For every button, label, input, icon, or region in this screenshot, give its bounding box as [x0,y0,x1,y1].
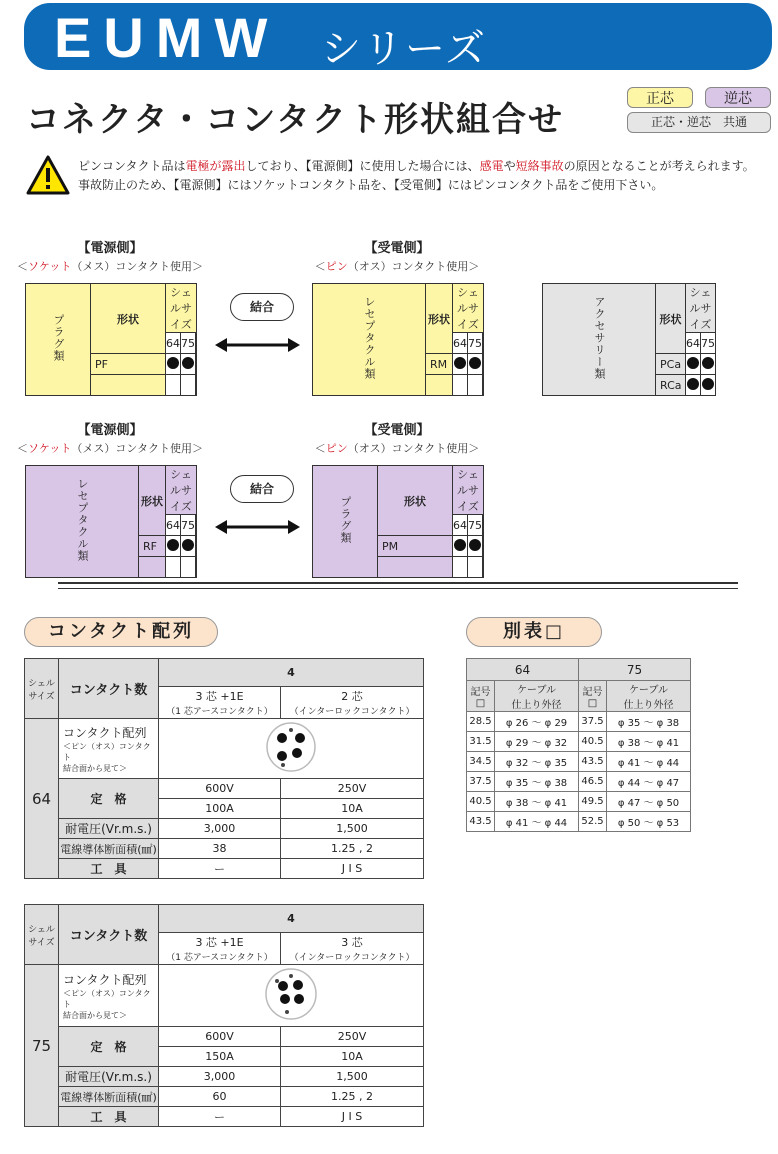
receive-side-label-1: 【受電側】 [364,241,430,256]
table-row: 31.5 φ 29 〜 φ 32 40.5 φ 38 〜 φ 41 [467,732,691,752]
table-row: 28.5 φ 26 〜 φ 29 37.5 φ 35 〜 φ 38 [467,712,691,732]
join-badge-2: 結合 [230,475,294,503]
plug-pm-table: プラグ類 形状 シェルサイズ 64 75 PM [312,465,484,578]
dot-icon [702,378,714,390]
legend-seishin: 正芯 [627,87,693,108]
receive-side-label-2: 【受電側】 [364,423,430,438]
table-row: 40.5 φ 38 〜 φ 41 49.5 φ 47 〜 φ 50 [467,792,691,812]
join-badge-1: 結合 [230,293,294,321]
dot-icon [167,539,179,551]
table-row: 43.5 φ 41 〜 φ 44 52.5 φ 50 〜 φ 53 [467,812,691,832]
dot-icon [182,357,194,369]
pin-layout-75-icon [261,966,321,1022]
dot-icon [469,539,481,551]
power-side-label-2: 【電源側】 [77,423,143,438]
receptacle-rf-table: レセプタクル類 形状 シェルサイズ 64 75 RF [25,465,197,578]
beppyo-heading: 別表□ [466,617,602,647]
socket-note-2: ＜ソケット（メス）コンタクト使用＞ [17,442,203,455]
dot-icon [687,357,699,369]
page-title: コネクタ・コンタクト形状組合せ [26,100,564,140]
dot-icon [469,357,481,369]
double-arrow-icon [215,336,300,354]
beppyo-table: 64 75 記号 □ ケーブル 仕上り外径 記号 □ ケーブル 仕上り外径 28.5 φ 26 〜 φ 29 37.5 φ 35 〜 φ 38 31.5 φ 29 〜 φ 32 40.5 φ 38 〜 φ 41 34.5 φ 32 〜 φ 35 43.5 φ 41 〜 φ 44 37.5 φ 35 〜 φ 38 46.5 φ 44 〜 φ 47 40.5 φ 38 〜 φ 41 49.5 φ 47 〜 φ 50 43.5 φ 41 〜 φ 44 52.5 φ 50 〜 φ 53 [466,658,691,832]
dot-icon [182,539,194,551]
pin-note-1: ＜ピン（オス）コンタクト使用＞ [314,260,480,273]
spec-table-64: シェルサイズ コンタクト数 4 3 芯 +1E （1 芯アースコンタクト） 2 芯 （インターロックコンタクト） 64 コンタクト配列 ＜ピン（オス）コンタクト 結合面から見て＞ 定 格 600V 250V 100A 10A 耐電圧(Vr.m.s.) 3,000 1,500 電線導体断面積(㎟) 38 1.25 , 2 工 具 ー J I S [24,658,424,879]
accessory-table: アクセサリー類 形状 シェルサイズ 64 75 PCa RCa [542,283,716,396]
series-name: EUMW [54,6,280,69]
dot-icon [702,357,714,369]
spec-table-75: シェルサイズ コンタクト数 4 3 芯 +1E （1 芯アースコンタクト） 3 芯 （インターロックコンタクト） 75 コンタクト配列 ＜ピン（オス）コンタクト 結合面から見て＞ 定 格 600V 250V 150A 10A 耐電圧(Vr.m.s.) 3,000 1,500 電線導体断面積(㎟) 60 1.25 , 2 工 具 ー J I S [24,904,424,1127]
double-arrow-icon [215,518,300,536]
contact-layout-heading: コンタクト配列 [24,617,218,647]
divider [58,588,738,589]
socket-note-1: ＜ソケット（メス）コンタクト使用＞ [17,260,203,273]
legend-common: 正芯・逆芯 共通 [627,112,771,133]
pin-layout-64-icon [261,720,321,774]
warning-icon [26,155,70,195]
table-row: 34.5 φ 32 〜 φ 35 43.5 φ 41 〜 φ 44 [467,752,691,772]
dot-icon [687,378,699,390]
series-suffix: シリーズ [321,26,487,72]
plug-pf-table: プラグ類 形状 シェルサイズ 64 75 PF [25,283,197,396]
dot-icon [167,357,179,369]
pin-note-2: ＜ピン（オス）コンタクト使用＞ [314,442,480,455]
dot-icon [454,539,466,551]
table-row: 37.5 φ 35 〜 φ 38 46.5 φ 44 〜 φ 47 [467,772,691,792]
legend-gyakushin: 逆芯 [705,87,771,108]
receptacle-rm-table: レセプタクル類 形状 シェルサイズ 64 75 RM [312,283,484,396]
dot-icon [454,357,466,369]
divider [58,582,738,584]
warning-text: ピンコンタクト品は電極が露出しており、【電源側】に使用した場合には、感電や短絡事故の原因となることが考えられます。 事故防止のため、【電源側】にはソケットコンタクト品を、【受電側】にはピンコンタクト品をご使用下さい。 [78,159,755,192]
series-banner [24,3,772,70]
power-side-label-1: 【電源側】 [77,241,143,256]
